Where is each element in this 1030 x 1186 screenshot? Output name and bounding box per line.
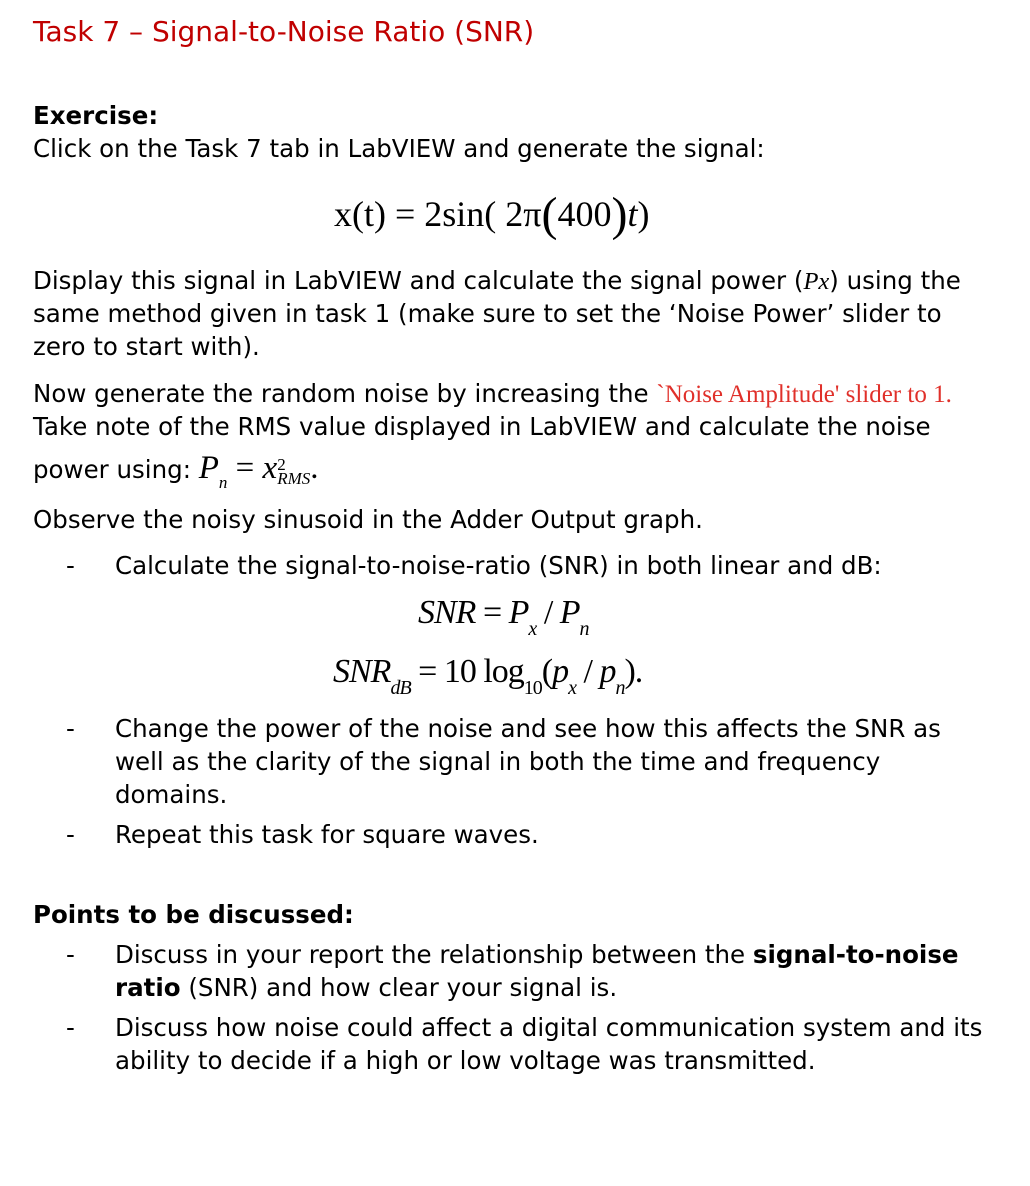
para1-line1: Display this signal in LabVIEW and calculate the signal power (Px) using the (33, 266, 961, 295)
discussion-snr-line1: Discuss in your report the relationship between the signal-to-noise (115, 940, 959, 969)
bullet-snr-calc: Calculate the signal-to-noise-ratio (SNR) in both linear and dB: (115, 551, 882, 580)
para2-line2: Take note of the RMS value displayed in LabVIEW and calculate the noise (33, 412, 931, 441)
bullet-change-power-line3: domains. (115, 780, 228, 809)
exercise-heading: Exercise: (33, 101, 159, 130)
exercise-intro: Click on the Task 7 tab in LabVIEW and generate the signal: (33, 134, 765, 163)
noise-power-formula: $P_n = x$ 2 RMS . (198, 450, 319, 492)
bullet-dash: - (66, 551, 75, 580)
equation-freq: 400 (557, 194, 612, 234)
page-title: Task 7 – Signal-to-Noise Ratio (SNR) (33, 15, 535, 48)
discussion-noise-line1: Discuss how noise could affect a digital communication system and its (115, 1013, 983, 1042)
snr-db-equation: $SNR_{dB} = 10$ $\log_{10}(p_x / p_n)$. (333, 653, 643, 699)
signal-equation: x(t) = 2sin( 2π(400)t) (334, 188, 650, 241)
bullet-change-power-line2: well as the clarity of the signal in both the time and frequency (115, 747, 881, 776)
snr-linear-equation: SNR = $P_x / P_n$ (418, 594, 589, 640)
bullet-dash: - (66, 714, 75, 743)
bullet-change-power-line1: Change the power of the noise and see how this affects the SNR as (115, 714, 941, 743)
signal-power-symbol: Px (803, 268, 830, 295)
bullet-dash: - (66, 1013, 75, 1042)
discussion-heading: Points to be discussed: (33, 900, 354, 929)
bullet-dash: - (66, 820, 75, 849)
para1-line2: same method given in task 1 (make sure to set the ‘Noise Power’ slider to (33, 299, 942, 328)
noise-amplitude-note: `Noise Amplitude' slider to 1. (656, 381, 952, 408)
bullet-dash: - (66, 940, 75, 969)
discussion-noise-line2: ability to decide if a high or low voltage was transmitted. (115, 1046, 816, 1075)
para1-line3: zero to start with). (33, 332, 260, 361)
bullet-square-waves: Repeat this task for square waves. (115, 820, 539, 849)
equation-t: t (627, 194, 638, 234)
discussion-snr-line2: ratio (SNR) and how clear your signal is. (115, 973, 618, 1002)
equation-lhs: x(t) = 2sin( 2π (334, 194, 542, 234)
para2-line3: power using: $P_n = x$ 2 RMS . (33, 450, 319, 492)
para2-line1: Now generate the random noise by increasing the `Noise Amplitude' slider to 1. (33, 379, 952, 408)
observe-text: Observe the noisy sinusoid in the Adder Output graph. (33, 505, 703, 534)
